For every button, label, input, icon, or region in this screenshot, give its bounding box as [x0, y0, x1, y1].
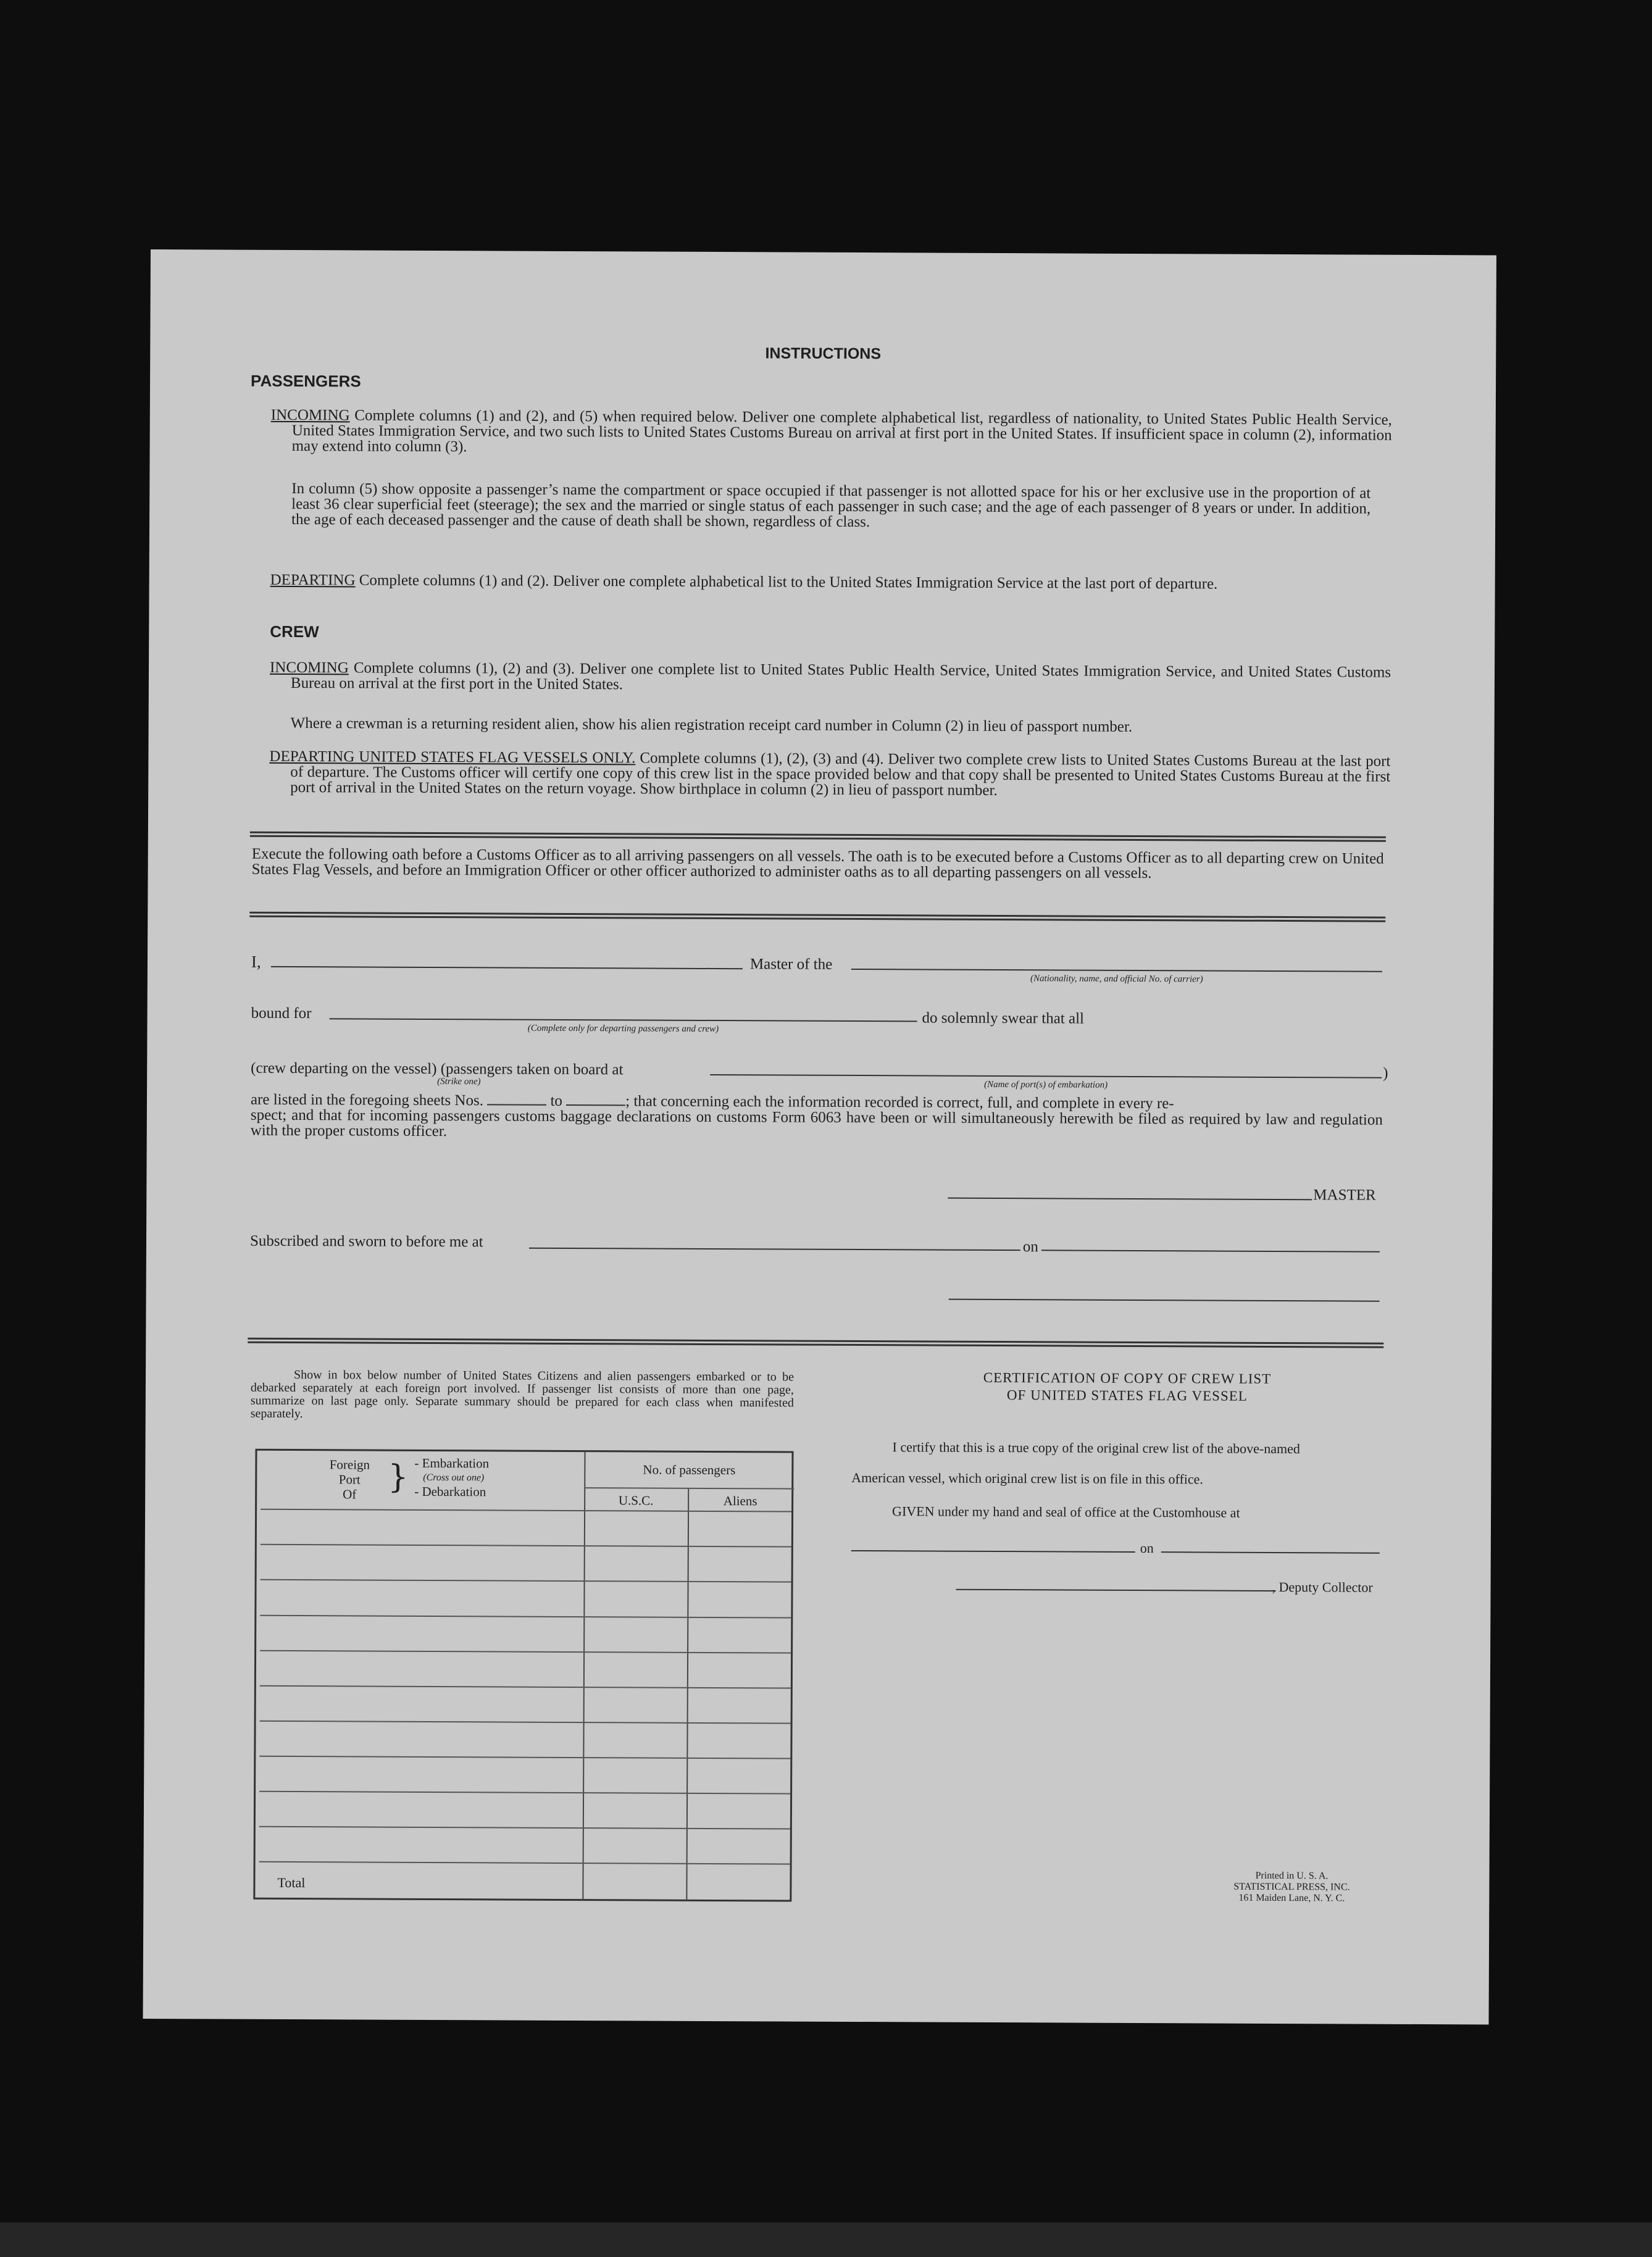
strike-one-hint: (Strike one)	[437, 1077, 481, 1087]
deputy-signature-field[interactable]	[956, 1589, 1276, 1592]
sheet-to-field[interactable]	[566, 1104, 625, 1106]
table-row	[261, 1544, 791, 1548]
crew-incoming-label: INCOMING	[269, 659, 349, 677]
section-divider	[250, 832, 1386, 842]
form-page	[143, 249, 1496, 2024]
crew-heading: CREW	[270, 622, 319, 641]
listed-rest: spect; and that for incoming passengers customs baggage declarations on customs Form 6063 have been or will simultaneously herewith be filed as required by law and regulation with the proper customs officer.	[250, 1106, 1383, 1140]
passengers-incoming-text: Complete columns (1) and (2), and (5) when required below. Deliver one complete alphabetical list, regardless of nationality, to United States Public Health Service, United States Immigration Service, and two such lists to United States Customs Bureau on arrival at first port in the United States. If insufficient space in column (2), information may extend into column (3).	[291, 407, 1392, 456]
sworn-date-field[interactable]	[1041, 1249, 1380, 1252]
master-name-field[interactable]	[271, 966, 743, 969]
crew-alien-paragraph: Where a crewman is a returning resident alien, show his alien registration receipt card number in Column (2) in lieu of passport number.	[290, 714, 1133, 735]
certification-heading	[849, 1369, 1405, 1406]
port-label: Port	[338, 1472, 361, 1487]
listed-sheets-label: are listed in the foregoing sheets Nos.	[250, 1091, 484, 1109]
table-row	[259, 1791, 790, 1795]
passenger-summary-table	[253, 1449, 793, 1902]
listed-to-label: to	[550, 1092, 562, 1109]
table-divider	[261, 1509, 791, 1512]
certification-date-field[interactable]	[1161, 1551, 1380, 1554]
passengers-incoming-label: INCOMING	[270, 406, 350, 424]
swear-label: do solemnly swear that all	[922, 1009, 1085, 1027]
total-label: Total	[277, 1874, 306, 1891]
oath-i-label: I,	[251, 952, 261, 971]
crew-departing-text: Complete columns (1), (2), (3) and (4). Deliver two complete crew lists to United States Customs Bureau at the last port of departure. The Customs officer will certify one copy of this crew list in the space provided below and that copy shall be presented to United States Customs Bureau at the first port of arrival in the United States on the return voyage. Show birthplace in column (2) in lieu of passport number.	[290, 749, 1391, 799]
sworn-on-label: on	[1022, 1238, 1039, 1256]
nationality-hint: (Nationality, name, and official No. of carrier)	[1030, 974, 1203, 985]
crew-departing-label-oath: (crew departing on the vessel) (passengers taken on board at	[251, 1059, 624, 1078]
table-row	[259, 1861, 790, 1865]
embarkation-options	[414, 1456, 489, 1500]
passengers-incoming-paragraph	[271, 407, 1392, 459]
given-line: GIVEN under my hand and seal of office at the Customhouse at	[892, 1503, 1240, 1521]
passengers-departing-label: DEPARTING	[270, 571, 356, 589]
table-row	[261, 1579, 791, 1583]
certification-heading-line2: OF UNITED STATES FLAG VESSEL	[1006, 1387, 1248, 1404]
bound-for-label: bound for	[251, 1004, 312, 1022]
master-signature-field[interactable]	[948, 1198, 1312, 1201]
embarkation-port-field[interactable]	[710, 1074, 1382, 1078]
usc-header: U.S.C.	[618, 1493, 654, 1508]
passengers-departing-text: Complete columns (1) and (2). Deliver one complete alphabetical list to the United States Immigration Service at the last port of departure.	[359, 572, 1218, 593]
section-divider	[249, 912, 1385, 922]
table-row	[259, 1756, 790, 1759]
complete-hint: (Complete only for departing passengers and crew)	[527, 1023, 719, 1035]
table-row	[259, 1826, 790, 1830]
of-label: Of	[343, 1487, 357, 1502]
port-hint: (Name of port(s) of embarkation)	[984, 1079, 1108, 1090]
scanner-bottom-strip	[0, 2222, 1652, 2257]
table-divider	[686, 1488, 689, 1901]
certify-line2: American vessel, which original crew list is on file in this office.	[851, 1469, 1204, 1487]
oath-instruction: Execute the following oath before a Customs Officer as to all arriving passengers on all vessels. The oath is to be executed before a Customs Officer as to all departing crew on United States Flag Vessels, and before an Immigration Officer or other officer authorized to administer oaths as to all departing passengers on all vessels.	[251, 845, 1384, 882]
certification-heading-line1: CERTIFICATION OF COPY OF CREW LIST	[983, 1369, 1272, 1387]
customhouse-field[interactable]	[851, 1550, 1135, 1553]
subscribed-label: Subscribed and sworn to before me at	[249, 1232, 483, 1251]
printer-line3: 161 Maiden Lane, N. Y. C.	[1238, 1892, 1345, 1904]
passengers-heading: PASSENGERS	[251, 371, 361, 391]
crew-incoming-text: Complete columns (1), (2) and (3). Deliver one complete list to United States Public Health Service, United States Immigration Service, and United States Customs Bureau on arrival at the first port in the United States.	[290, 659, 1391, 693]
foreign-port-of-label	[312, 1457, 386, 1502]
embarkation-label: - Embarkation	[414, 1455, 490, 1471]
cross-out-hint: (Cross out one)	[423, 1472, 485, 1483]
table-row	[260, 1685, 791, 1689]
no-of-passengers-header: No. of passengers	[643, 1462, 736, 1478]
section-divider	[248, 1338, 1383, 1348]
printer-line1: Printed in U. S. A.	[1255, 1870, 1329, 1882]
foreign-label: Foreign	[329, 1457, 370, 1472]
bound-for-field[interactable]	[330, 1018, 917, 1022]
listed-line1-rest: ; that concerning each the information recorded is correct, full, and complete in every re-	[625, 1093, 1174, 1112]
listed-paragraph	[251, 1092, 1383, 1143]
debarkation-label: - Debarkation	[414, 1483, 486, 1500]
sworn-place-field[interactable]	[529, 1248, 1020, 1251]
master-of-label: Master of the	[749, 956, 833, 973]
summary-instruction: Show in box below number of United States Citizens and alien passengers embarked or to be debarked separately at each foreign port involved. If passenger list consists of more than one page, summarize on last page only. Separate summary should be prepared for each class when manifested separately.	[250, 1368, 795, 1421]
officer-signature-field[interactable]	[949, 1299, 1380, 1302]
carrier-field[interactable]	[851, 969, 1382, 972]
table-row	[260, 1721, 791, 1724]
printer-imprint	[1193, 1870, 1390, 1904]
passengers-departing-paragraph	[270, 572, 1391, 593]
sheet-from-field[interactable]	[487, 1104, 546, 1105]
close-paren: )	[1383, 1064, 1388, 1082]
brace-icon: }	[388, 1458, 409, 1496]
table-row	[260, 1615, 791, 1619]
crew-departing-paragraph	[269, 749, 1390, 800]
page-title: INSTRUCTIONS	[765, 344, 882, 363]
deputy-collector-label: , Deputy Collector	[1272, 1579, 1373, 1595]
certify-line1: I certify that this is a true copy of the original crew list of the above-named	[892, 1439, 1300, 1457]
aliens-header: Aliens	[723, 1493, 757, 1509]
printer-line2: STATISTICAL PRESS, INC.	[1233, 1881, 1350, 1893]
crew-departing-label: DEPARTING UNITED STATES FLAG VESSELS ONLY.	[269, 748, 636, 767]
crew-incoming-paragraph	[270, 660, 1391, 696]
certification-on-label: on	[1140, 1540, 1154, 1556]
table-divider	[582, 1452, 585, 1901]
passengers-column5-paragraph: In column (5) show opposite a passenger’s name the compartment or space occupied if that passenger is not allotted space for his or her exclusive use in the proportion of at least 36 clear superficial feet (steerage); the sex and the married or single status of each passenger in such case; and the age of each passenger of 8 years or under. In addition, the age of each deceased passenger and the cause of death shall be shown, regardless of class.	[291, 480, 1371, 531]
table-row	[260, 1650, 791, 1654]
master-label: MASTER	[1313, 1187, 1376, 1204]
table-divider	[584, 1487, 794, 1489]
